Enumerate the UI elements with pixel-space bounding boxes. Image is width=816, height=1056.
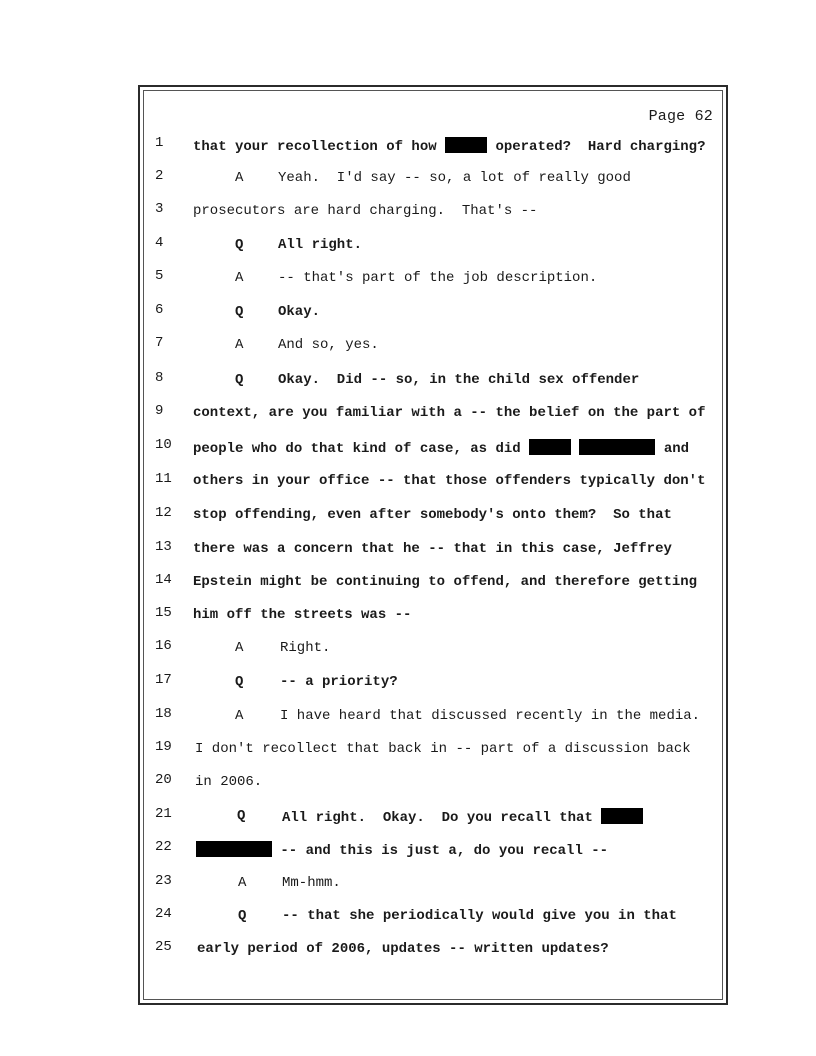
line-text: others in your office -- that those offenders typically don't (193, 473, 706, 489)
speaker-label: Q (235, 674, 244, 690)
line-number: 19 (155, 739, 172, 755)
line-number: 15 (155, 605, 172, 621)
transcript-line (0, 572, 816, 594)
speaker-label: Q (235, 304, 244, 320)
line-number: 8 (155, 370, 164, 386)
transcript-line (0, 168, 816, 190)
line-text: there was a concern that he -- that in this case, Jeffrey (193, 541, 672, 557)
line-text: -- that she periodically would give you in that (282, 908, 677, 924)
transcript-line (0, 873, 816, 895)
line-text-segment: operated? Hard charging? (487, 139, 706, 155)
transcript-line (0, 672, 816, 694)
line-number: 6 (155, 302, 164, 318)
transcript-line (0, 201, 816, 223)
line-text: Yeah. I'd say -- so, a lot of really good (278, 170, 631, 186)
line-number: 4 (155, 235, 164, 251)
line-number: 12 (155, 505, 172, 521)
transcript-line (0, 268, 816, 290)
line-text: -- that's part of the job description. (278, 270, 598, 286)
line-number: 3 (155, 201, 164, 217)
line-text: context, are you familiar with a -- the belief on the part of (193, 405, 706, 421)
line-number: 1 (155, 135, 164, 151)
line-number: 22 (155, 839, 172, 855)
speaker-label: A (235, 708, 244, 724)
transcript-line (0, 906, 816, 928)
line-text (282, 808, 643, 826)
redaction-box (196, 841, 272, 857)
speaker-label: A (235, 270, 244, 286)
line-text: I don't recollect that back in -- part of a discussion back (195, 741, 691, 757)
redaction-box (601, 808, 643, 824)
line-text: prosecutors are hard charging. That's -- (193, 203, 538, 219)
line-text: Mm-hmm. (282, 875, 341, 891)
line-number: 21 (155, 806, 172, 822)
line-number: 18 (155, 706, 172, 722)
line-number: 7 (155, 335, 164, 351)
speaker-label: Q (235, 372, 244, 388)
transcript-line (0, 772, 816, 794)
transcript-line (0, 839, 816, 861)
line-text: All right. (278, 237, 363, 253)
line-text: in 2006. (195, 774, 263, 790)
transcript-line (0, 437, 816, 459)
transcript-line (0, 302, 816, 324)
line-number: 2 (155, 168, 164, 184)
line-number: 5 (155, 268, 164, 284)
transcript-line (0, 235, 816, 257)
line-text: stop offending, even after somebody's onto them? So that (193, 507, 672, 523)
line-text: Okay. (278, 304, 321, 320)
line-text-segment: that your recollection of how (193, 139, 446, 155)
speaker-label: Q (235, 237, 244, 253)
line-text: Epstein might be continuing to offend, and therefore getting (193, 574, 698, 590)
line-text: him off the streets was -- (193, 607, 412, 623)
transcript-line (0, 638, 816, 660)
line-number: 9 (155, 403, 164, 419)
line-text-segment: people who do that kind of case, as did (193, 441, 530, 457)
page-number: Page 62 (648, 108, 713, 125)
redaction-box (445, 137, 487, 153)
speaker-label: A (238, 875, 247, 891)
transcript-line (0, 706, 816, 728)
line-text: -- a priority? (280, 674, 398, 690)
transcript-line (0, 335, 816, 357)
line-text (193, 137, 705, 155)
transcript-line (0, 135, 816, 157)
line-number: 17 (155, 672, 172, 688)
transcript-line (0, 605, 816, 627)
transcript-line (0, 505, 816, 527)
transcript-line (0, 370, 816, 392)
speaker-label: Q (238, 908, 247, 924)
line-text-segment: All right. Okay. Do you recall that (282, 810, 602, 826)
transcript-line (0, 403, 816, 425)
line-text: Okay. Did -- so, in the child sex offender (278, 372, 640, 388)
speaker-label: A (235, 337, 244, 353)
transcript-line (0, 471, 816, 493)
speaker-label: A (235, 170, 244, 186)
line-text: I have heard that discussed recently in the media. (280, 708, 701, 724)
line-text-segment: and (655, 441, 690, 457)
speaker-label: Q (237, 808, 246, 824)
transcript-line (0, 739, 816, 761)
line-text: Right. (280, 640, 331, 656)
redaction-box (579, 439, 655, 455)
line-number: 25 (155, 939, 172, 955)
speaker-label: A (235, 640, 244, 656)
line-text-segment (571, 441, 579, 457)
transcript-line (0, 939, 816, 961)
line-number: 10 (155, 437, 172, 453)
line-number: 24 (155, 906, 172, 922)
line-number: 16 (155, 638, 172, 654)
line-number: 14 (155, 572, 172, 588)
line-text: early period of 2006, updates -- written updates? (197, 941, 609, 957)
transcript-line (0, 806, 816, 828)
transcript-line (0, 539, 816, 561)
line-text (193, 439, 689, 457)
line-text (196, 841, 608, 859)
line-number: 11 (155, 471, 172, 487)
line-text: And so, yes. (278, 337, 379, 353)
line-text-segment: -- and this is just a, do you recall -- (272, 843, 609, 859)
line-number: 23 (155, 873, 172, 889)
line-number: 13 (155, 539, 172, 555)
redaction-box (529, 439, 571, 455)
line-number: 20 (155, 772, 172, 788)
